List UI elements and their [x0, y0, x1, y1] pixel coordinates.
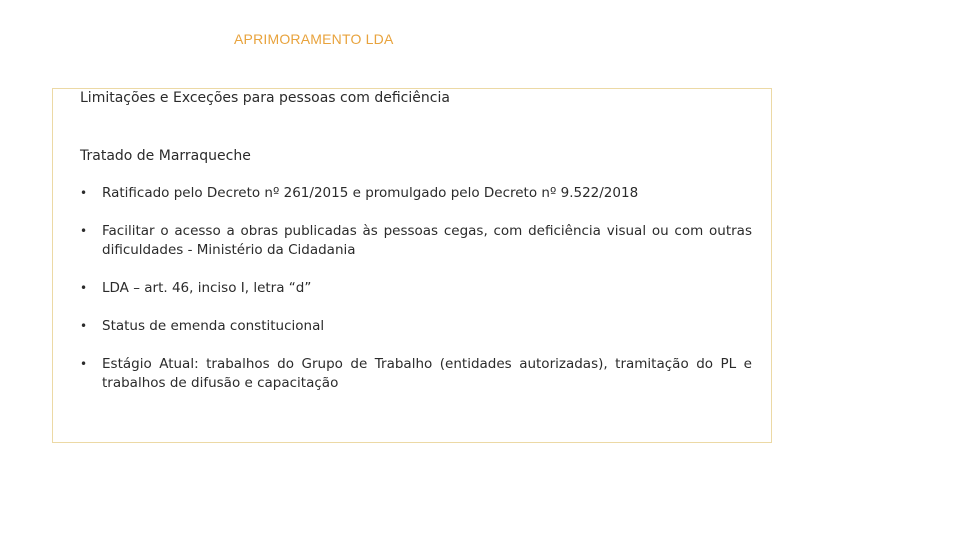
- bullet-icon: •: [80, 319, 88, 333]
- bullet-item-access: [80, 222, 752, 260]
- bullet-text: Ratificado pelo Decreto nº 261/2015 e promulgado pelo Decreto nº 9.522/2018: [102, 185, 639, 201]
- bullet-icon: •: [80, 281, 88, 295]
- bullet-item-ratification: [80, 184, 752, 203]
- bullet-icon: •: [80, 186, 88, 200]
- bullet-text: Facilitar o acesso a obras publicadas às pessoas cegas, com deficiência visual ou com outras dificuldades - Ministério da Cidadania: [102, 223, 752, 258]
- bullet-item-current-stage: [80, 355, 752, 393]
- bullet-text: LDA – art. 46, inciso I, letra “d”: [102, 280, 312, 296]
- bullet-text: Status de emenda constitucional: [102, 318, 325, 334]
- slide-title: APRIMORAMENTO LDA: [234, 31, 394, 47]
- bullet-text: Estágio Atual: trabalhos do Grupo de Trabalho (entidades autorizadas), tramitação do PL e trabalhos de difusão e capacitação: [102, 356, 752, 391]
- section-heading-limitations: Limitações e Exceções para pessoas com deficiência: [80, 90, 450, 106]
- section-heading-marrakesh-treaty: Tratado de Marraqueche: [80, 148, 251, 164]
- bullet-list: [80, 184, 752, 412]
- bullet-item-status: [80, 317, 752, 336]
- bullet-icon: •: [80, 224, 88, 238]
- bullet-item-lda-article: [80, 279, 752, 298]
- bullet-icon: •: [80, 357, 88, 371]
